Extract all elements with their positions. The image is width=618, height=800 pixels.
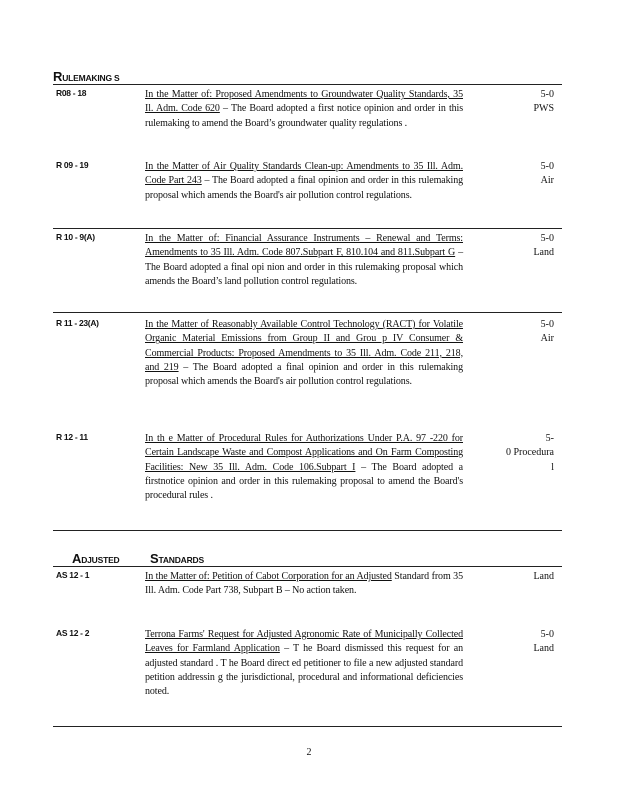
category-label: 0 Procedura	[505, 447, 554, 459]
description-text: – The Board adopted a firstnotice opinion and order in this rulemaking proposal to amend the Board's procedural rules .	[145, 461, 463, 502]
description-text: – The Board adopted a final opi nion and order in this rulemaking proposal which amends the Board’s land pollution control regulations.	[145, 247, 463, 287]
heading-cap: R	[53, 69, 63, 84]
category-label: Land	[533, 643, 554, 655]
docket-number: R08 - 18	[56, 88, 87, 98]
category-label: PWS	[533, 103, 554, 115]
vote-count: 5-0	[540, 161, 554, 172]
heading-rest: DJUSTED	[81, 555, 120, 565]
matter-title-link[interactable]: In th e Matter of Procedural Rules for Authorizations Under P.A. 97 -220 for Certain Landscape Waste and Compost Applications and On Farm Composting Facilities: New 35 Ill. Adm. Code 106.Subpart I	[145, 433, 463, 473]
description-text: – The Board adopted a final opinion and order in this rulemaking proposal which amends the Board's air pollution control regulations.	[145, 361, 463, 388]
description-text: – The Board adopted a final opinion and order in this rulemaking proposal which amends the Board's air pollution control regulations.	[145, 175, 463, 201]
vote-category	[484, 88, 554, 117]
docket-number: R 12 - 11	[56, 432, 88, 442]
vote-category	[484, 570, 554, 584]
docket-number: AS 12 - 2	[56, 628, 90, 638]
row-description	[145, 570, 463, 599]
heading-cap: S	[149, 551, 159, 566]
matter-title-link[interactable]: In the Matter of: Petition of Cabot Corporation for an Adjusted	[145, 571, 392, 582]
heading-rest: TANDARDS	[158, 555, 204, 565]
vote-count: 5-0	[540, 233, 554, 244]
vote-category	[484, 318, 554, 347]
vote-category	[484, 160, 554, 189]
vote-count: 5-0	[540, 319, 554, 330]
row-description	[145, 432, 463, 503]
description-text: Standard from 35 Ill. Adm. Code Part 738, Subpart B – No action taken.	[145, 571, 463, 597]
description-text: – T he Board dismissed this request for an adjusted standard . T he Board direct ed petitioner to file a new adjusted standard petition addressin g the jurisdictional, procedural and informational deficiencies noted.	[145, 643, 463, 698]
category-label: Land	[533, 571, 554, 582]
vote-count: 5-0	[540, 629, 554, 640]
row-description	[145, 318, 463, 389]
page-number: 2	[306, 747, 312, 758]
vote-count: 5-0	[540, 89, 554, 100]
divider	[53, 726, 562, 727]
row-description	[145, 88, 463, 131]
row-description	[145, 628, 463, 699]
matter-title-link[interactable]: Terrona Farms' Request for Adjusted Agronomic Rate of Municipally Collected Leaves for Farmland Application	[145, 629, 463, 655]
category-label-continued: l	[551, 461, 554, 473]
vote-category	[484, 432, 554, 475]
matter-title-link[interactable]: In the Matter of: Proposed Amendments to Groundwater Quality Standards, 35 Il. Adm. Code 620	[145, 89, 463, 115]
divider	[53, 312, 562, 313]
vote-category	[484, 628, 554, 657]
docket-number: R 10 - 9(A)	[56, 232, 95, 242]
docket-number: R 09 - 19	[56, 160, 89, 170]
vote-category	[484, 232, 554, 261]
category-label: Air	[540, 175, 554, 187]
matter-title-link[interactable]: In the Matter of Reasonably Available Control Technology (RACT) for Volatile Organic Material Emissions from Group II and Grou p IV Consumer & Commercial Products: Proposed Amendments to 35 Ill. Adm. Code 211, 218, and 219	[145, 319, 463, 373]
row-description	[145, 232, 463, 289]
docket-number: AS 12 - 1	[56, 570, 90, 580]
category-label: Land	[533, 247, 554, 259]
heading-cap: A	[72, 551, 82, 566]
matter-title-link[interactable]: In the Matter of Air Quality Standards Clean-up: Amendments to 35 Ill. Adm. Code Part 243	[145, 161, 463, 187]
matter-title-link[interactable]: In the Matter of: Financial Assurance Instruments – Renewal and Terms: Amendments to 35 Ill. Adm. Code 807.Subpart F, 810.104 and 811.Subpart G	[145, 233, 463, 259]
docket-number: R 11 - 23(A)	[56, 318, 99, 328]
divider	[53, 84, 562, 85]
divider	[53, 530, 562, 531]
divider	[53, 566, 562, 567]
description-text: – The Board adopted a first notice opinion and order in this rulemaking to amend the Board’s groundwater quality regulations .	[145, 103, 463, 129]
vote-count: 5-	[545, 433, 554, 444]
category-label: Air	[540, 333, 554, 345]
heading-rest: ULEMAKING S	[62, 73, 120, 83]
row-description	[145, 160, 463, 203]
divider	[53, 228, 562, 229]
